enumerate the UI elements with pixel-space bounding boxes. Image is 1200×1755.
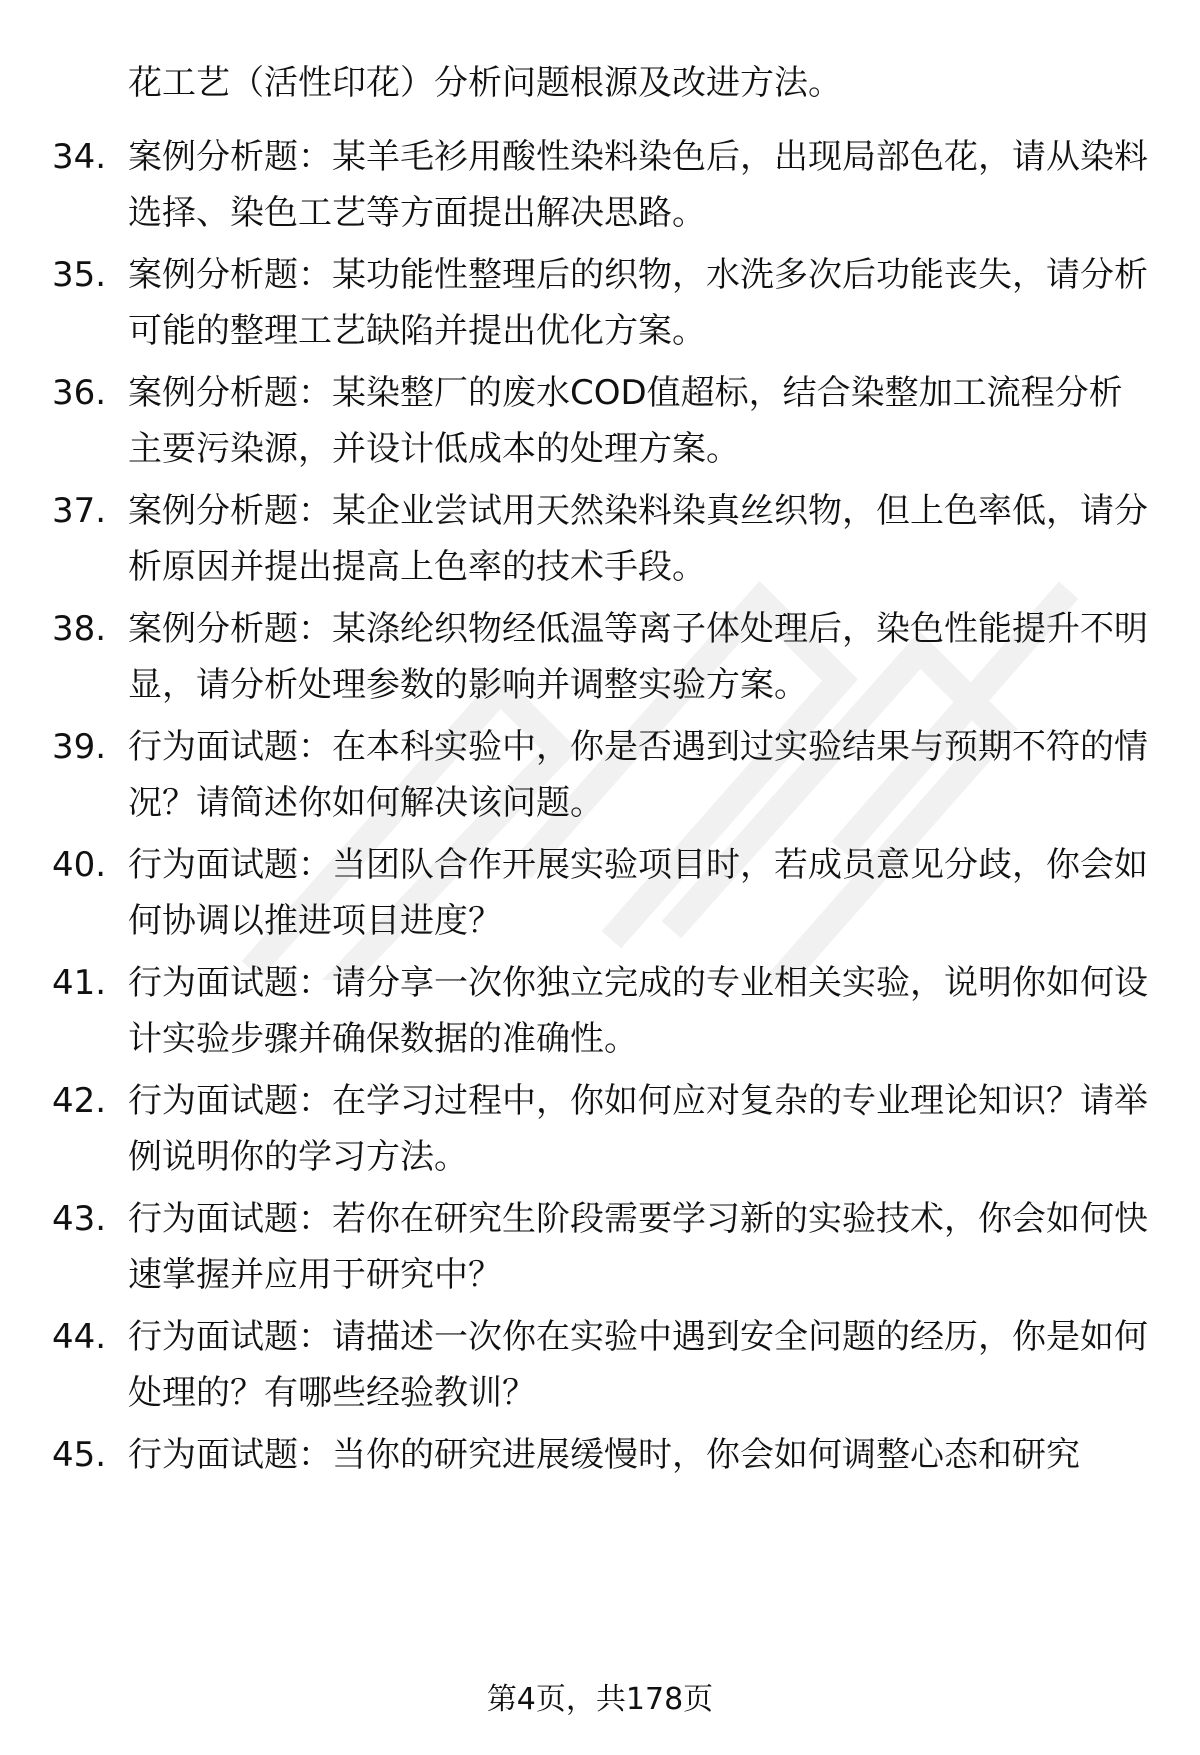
question-number: 40. [52, 845, 107, 885]
question-text: 案例分析题：某涤纶织物经低温等离子体处理后，染色性能提升不明显，请分析处理参数的影响并调整实验方案。 [128, 609, 1148, 705]
question-number: 43. [52, 1199, 107, 1239]
question-item [52, 837, 1148, 949]
question-text: 行为面试题：在本科实验中，你是否遇到过实验结果与预期不符的情况？请简述你如何解决该问题。 [128, 727, 1148, 823]
question-number: 35. [52, 255, 107, 295]
question-text: 案例分析题：某企业尝试用天然染料染真丝织物，但上色率低，请分析原因并提出提高上色率的技术手段。 [128, 491, 1148, 587]
question-text: 行为面试题：请分享一次你独立完成的专业相关实验，说明你如何设计实验步骤并确保数据的准确性。 [128, 963, 1148, 1059]
question-number: 37. [52, 491, 107, 531]
question-text: 案例分析题：某染整厂的废水COD值超标，结合染整加工流程分析主要污染源，并设计低成本的处理方案。 [128, 373, 1123, 469]
continuation-text: 花工艺（活性印花）分析问题根源及改进方法。 [128, 63, 842, 103]
question-item [52, 247, 1148, 359]
question-item [52, 483, 1148, 595]
page-footer: 第4页，共178页 [486, 1682, 714, 1717]
question-item [52, 129, 1148, 241]
question-text: 案例分析题：某功能性整理后的织物，水洗多次后功能丧失，请分析可能的整理工艺缺陷并提出优化方案。 [128, 255, 1148, 351]
question-item [52, 719, 1148, 831]
question-item [52, 955, 1148, 1067]
question-item [52, 1427, 1148, 1483]
question-item [52, 1309, 1148, 1421]
question-item [52, 1073, 1148, 1185]
question-item [52, 1191, 1148, 1303]
question-text: 行为面试题：当团队合作开展实验项目时，若成员意见分歧，你会如何协调以推进项目进度？ [128, 845, 1148, 941]
question-number: 34. [52, 137, 107, 177]
question-number: 41. [52, 963, 107, 1003]
question-text: 行为面试题：当你的研究进展缓慢时，你会如何调整心态和研究 [128, 1435, 1080, 1475]
question-number: 39. [52, 727, 107, 767]
question-item [52, 365, 1148, 477]
question-text: 行为面试题：请描述一次你在实验中遇到安全问题的经历，你是如何处理的？有哪些经验教训？ [128, 1317, 1148, 1413]
question-text: 案例分析题：某羊毛衫用酸性染料染色后，出现局部色花，请从染料选择、染色工艺等方面提出解决思路。 [128, 137, 1148, 233]
question-number: 38. [52, 609, 107, 649]
question-number: 44. [52, 1317, 107, 1357]
question-number: 36. [52, 373, 107, 413]
question-text: 行为面试题：若你在研究生阶段需要学习新的实验技术，你会如何快速掌握并应用于研究中？ [128, 1199, 1148, 1295]
question-number: 42. [52, 1081, 107, 1121]
question-number: 45. [52, 1435, 107, 1475]
question-item [52, 601, 1148, 713]
question-text: 行为面试题：在学习过程中，你如何应对复杂的专业理论知识？请举例说明你的学习方法。 [128, 1081, 1148, 1177]
